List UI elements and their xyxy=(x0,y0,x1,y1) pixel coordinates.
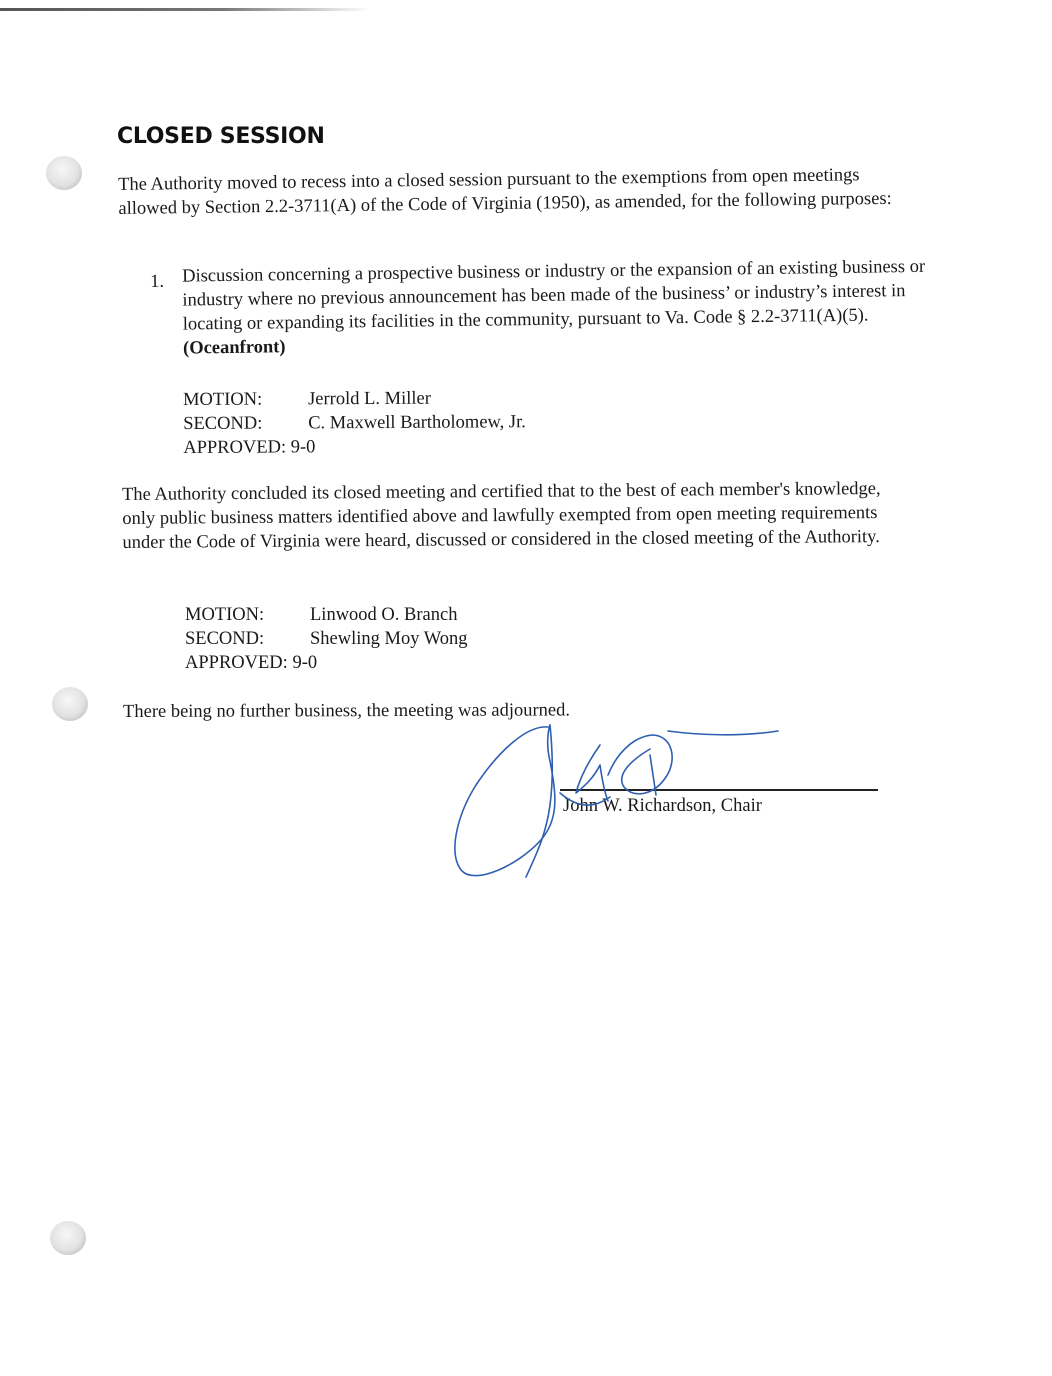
motion-value: Jerrold L. Miller xyxy=(308,388,431,410)
approved-value: 9-0 xyxy=(290,437,316,458)
motion-row xyxy=(183,386,526,412)
approved-row xyxy=(185,651,468,675)
punch-hole-bottom xyxy=(50,1221,86,1255)
recess-vote-block xyxy=(183,386,526,460)
approved-row xyxy=(183,434,526,460)
second-label: SECOND: xyxy=(183,413,263,434)
purpose-text-block xyxy=(182,255,933,361)
punch-hole-middle xyxy=(52,687,88,721)
purpose-text: Discussion concerning a prospective business or industry or the expansion of an existing business or industry where no previous announcement has been made of the business’ or industry’s interest in locating or expanding its facilities in the community, pursuant to Va. Code § 2.2-3711(A)(5). xyxy=(182,256,926,335)
second-value: C. Maxwell Bartholomew, Jr. xyxy=(308,412,526,434)
purpose-tag: (Oceanfront) xyxy=(182,337,286,359)
intro-paragraph: The Authority moved to recess into a closed session pursuant to the exemptions from open meetings allowed by Section 2.2-3711(A) of the Code of Virginia (1950), as amended, for the following purposes: xyxy=(118,165,892,219)
signature-strokes xyxy=(455,725,778,877)
second-value: Shewling Moy Wong xyxy=(310,629,468,649)
second-row xyxy=(183,410,526,436)
motion-value: Linwood O. Branch xyxy=(310,605,458,625)
purpose-number: 1. xyxy=(150,271,165,292)
signatory-name: John W. Richardson, Chair xyxy=(563,796,762,816)
punch-hole-top xyxy=(46,156,82,190)
certify-vote-block xyxy=(185,603,468,675)
motion-row xyxy=(185,603,468,627)
approved-label: APPROVED: xyxy=(185,653,288,673)
motion-label: MOTION: xyxy=(183,389,263,410)
certification-paragraph: The Authority concluded its closed meeting and certified that to the best of each member's knowledge, only public business matters identified above and lawfully exempted from open meeting requirements under the Code of Virginia were heard, discussed or considered in the closed meeting of the Authority. xyxy=(122,479,881,553)
motion-label: MOTION: xyxy=(185,605,265,625)
handwritten-signature xyxy=(440,715,800,885)
page-title: CLOSED SESSION xyxy=(117,124,325,149)
adjournment-paragraph: There being no further business, the meeting was adjourned. xyxy=(123,700,571,722)
second-label: SECOND: xyxy=(185,629,265,649)
purpose-item xyxy=(150,255,940,359)
scan-edge-mark xyxy=(0,8,370,11)
approved-value: 9-0 xyxy=(292,653,318,673)
approved-label: APPROVED: xyxy=(183,437,287,458)
second-row xyxy=(185,627,468,651)
